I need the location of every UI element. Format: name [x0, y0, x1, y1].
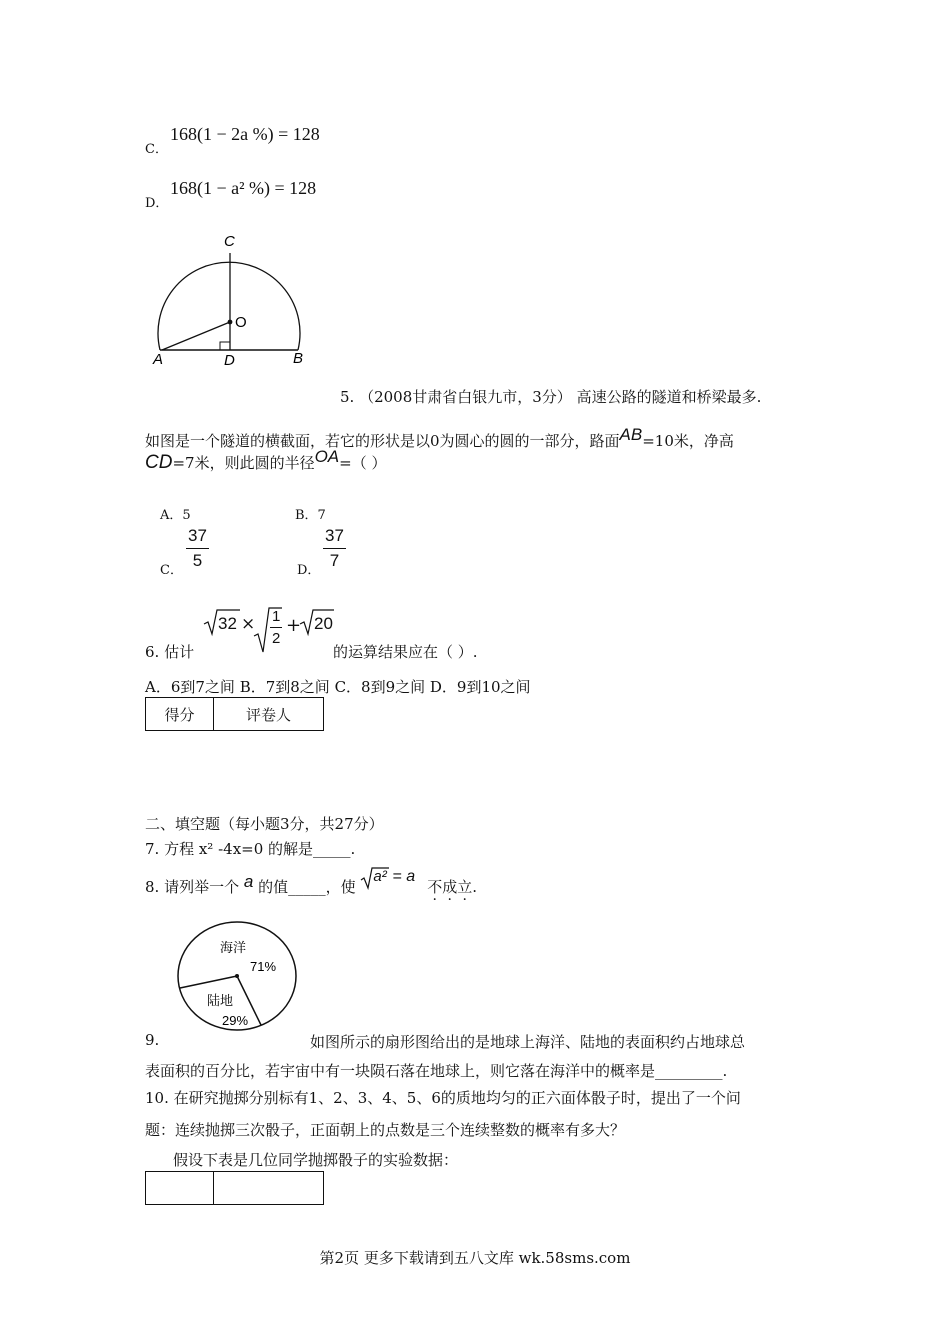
option-c-formula: 168(1 − 2a %) = 128	[170, 124, 320, 144]
pie-divider-left	[180, 976, 237, 988]
q8-end: .	[472, 878, 478, 896]
q6-sqrt32-value: 32	[218, 614, 237, 633]
tunnel-circle-figure	[140, 225, 340, 375]
q9-number: 9.	[145, 1031, 160, 1049]
q5-line3-text: =7米，则此圆的半径	[172, 454, 315, 472]
point-c-label: C	[224, 233, 235, 250]
q8-line	[145, 868, 478, 900]
pie-land-pct: 29%	[222, 1013, 249, 1028]
q5-c-denominator: 5	[192, 551, 203, 570]
experiment-data-table	[145, 1171, 324, 1205]
q5-d-denominator: 7	[329, 551, 340, 570]
experiment-table-cell	[146, 1172, 214, 1205]
q5-line2-text: 如图是一个隧道的横截面，若它的形状是以0为圆心的圆的一部分，路面	[145, 432, 620, 450]
q8-text-b: 的值_____，使	[258, 878, 356, 896]
score-table	[145, 697, 324, 731]
q5-option-b: B．7	[295, 508, 326, 523]
option-c-label: C．	[145, 142, 168, 157]
q8-dot-char-2: 成	[442, 878, 458, 896]
q5-line3	[145, 447, 387, 474]
earth-surface-pie-figure	[170, 918, 305, 1038]
pie-ocean-pct: 71%	[250, 959, 277, 974]
q5-header: 5. （2008甘肃省白银九市，3分） 高速公路的隧道和桥梁最多.	[340, 388, 762, 406]
point-o-label: O	[235, 314, 247, 331]
score-cell: 得分	[146, 698, 214, 731]
q5-ab: AB	[619, 425, 643, 444]
q8-var-a: a	[243, 872, 254, 891]
point-a-label: A	[153, 351, 164, 368]
q5-c-numerator: 37	[186, 526, 209, 549]
pie-land-label: 陆地	[207, 993, 234, 1008]
q8-sqrt-expression	[360, 866, 422, 890]
q6-plus-sign: +	[286, 615, 302, 636]
q6-suffix: 的运算结果应在（ ）.	[333, 643, 478, 661]
q5-option-d-label: D．	[297, 563, 321, 578]
q6-times-sign: ×	[241, 614, 256, 634]
option-d-label: D．	[145, 196, 169, 211]
pie-ocean-label: 海洋	[220, 940, 247, 955]
q7-text: 7. 方程 x² -4x=0 的解是_____.	[145, 840, 356, 858]
q6-half-fraction	[270, 608, 282, 647]
experiment-table-cell	[214, 1172, 324, 1205]
q5-option-c-label: C．	[160, 563, 183, 578]
q6-options: A．6到7之间 B．7到8之间 C．8到9之间 D．9到10之间	[145, 678, 531, 696]
q8-equals-a: = a	[392, 868, 416, 885]
q5-option-d-fraction	[323, 526, 346, 571]
option-d-formula: 168(1 − a² %) = 128	[170, 178, 317, 198]
q5-line3-tail: =（ ）	[339, 454, 387, 472]
q5-line2-tail: =10米，净高	[642, 432, 734, 450]
page-footer: 第2页 更多下载请到五八文库 wk.58sms.com	[319, 1249, 631, 1267]
q8-text-a: 8. 请列举一个	[145, 878, 240, 896]
q6-half-denominator: 2	[272, 630, 281, 647]
q5-line2	[145, 425, 734, 451]
q9-line1: 如图所示的扇形图给出的是地球上海洋、陆地的表面积约占地球总	[310, 1033, 746, 1051]
q5-oa: OA	[314, 447, 340, 466]
q5-cd: CD	[145, 452, 173, 473]
q6-sqrt20-value: 20	[314, 614, 333, 633]
q10-line3: 假设下表是几位同学抛掷骰子的实验数据：	[173, 1151, 459, 1169]
q5-option-a: A．5	[160, 508, 191, 523]
q6-half-numerator: 1	[270, 608, 282, 628]
point-b-label: B	[293, 350, 304, 367]
q10-line2: 题：连续抛掷三次骰子，正面朝上的点数是三个连续整数的概率有多大？	[145, 1121, 626, 1139]
q6-prefix: 6. 估计	[145, 643, 195, 661]
q10-line1: 10. 在研究抛掷分别标有1、2、3、4、5、6的质地均匀的正六面体骰子时，提出了一个问	[145, 1089, 741, 1107]
q8-dot-char-1: 不	[427, 878, 443, 896]
q9-line2: 表面积的百分比，若宇宙中有一块陨石落在地球上，则它落在海洋中的概率是_________.	[145, 1062, 728, 1080]
q5-d-numerator: 37	[323, 526, 346, 549]
point-d-label: D	[224, 352, 235, 369]
grader-cell: 评卷人	[214, 698, 324, 731]
q8-dot-char-3: 立	[457, 878, 473, 896]
q5-option-c-fraction	[186, 526, 209, 571]
q8-sqrt-radicand: a²	[373, 868, 387, 885]
section2-title: 二、填空题（每小题3分，共27分）	[145, 815, 384, 833]
